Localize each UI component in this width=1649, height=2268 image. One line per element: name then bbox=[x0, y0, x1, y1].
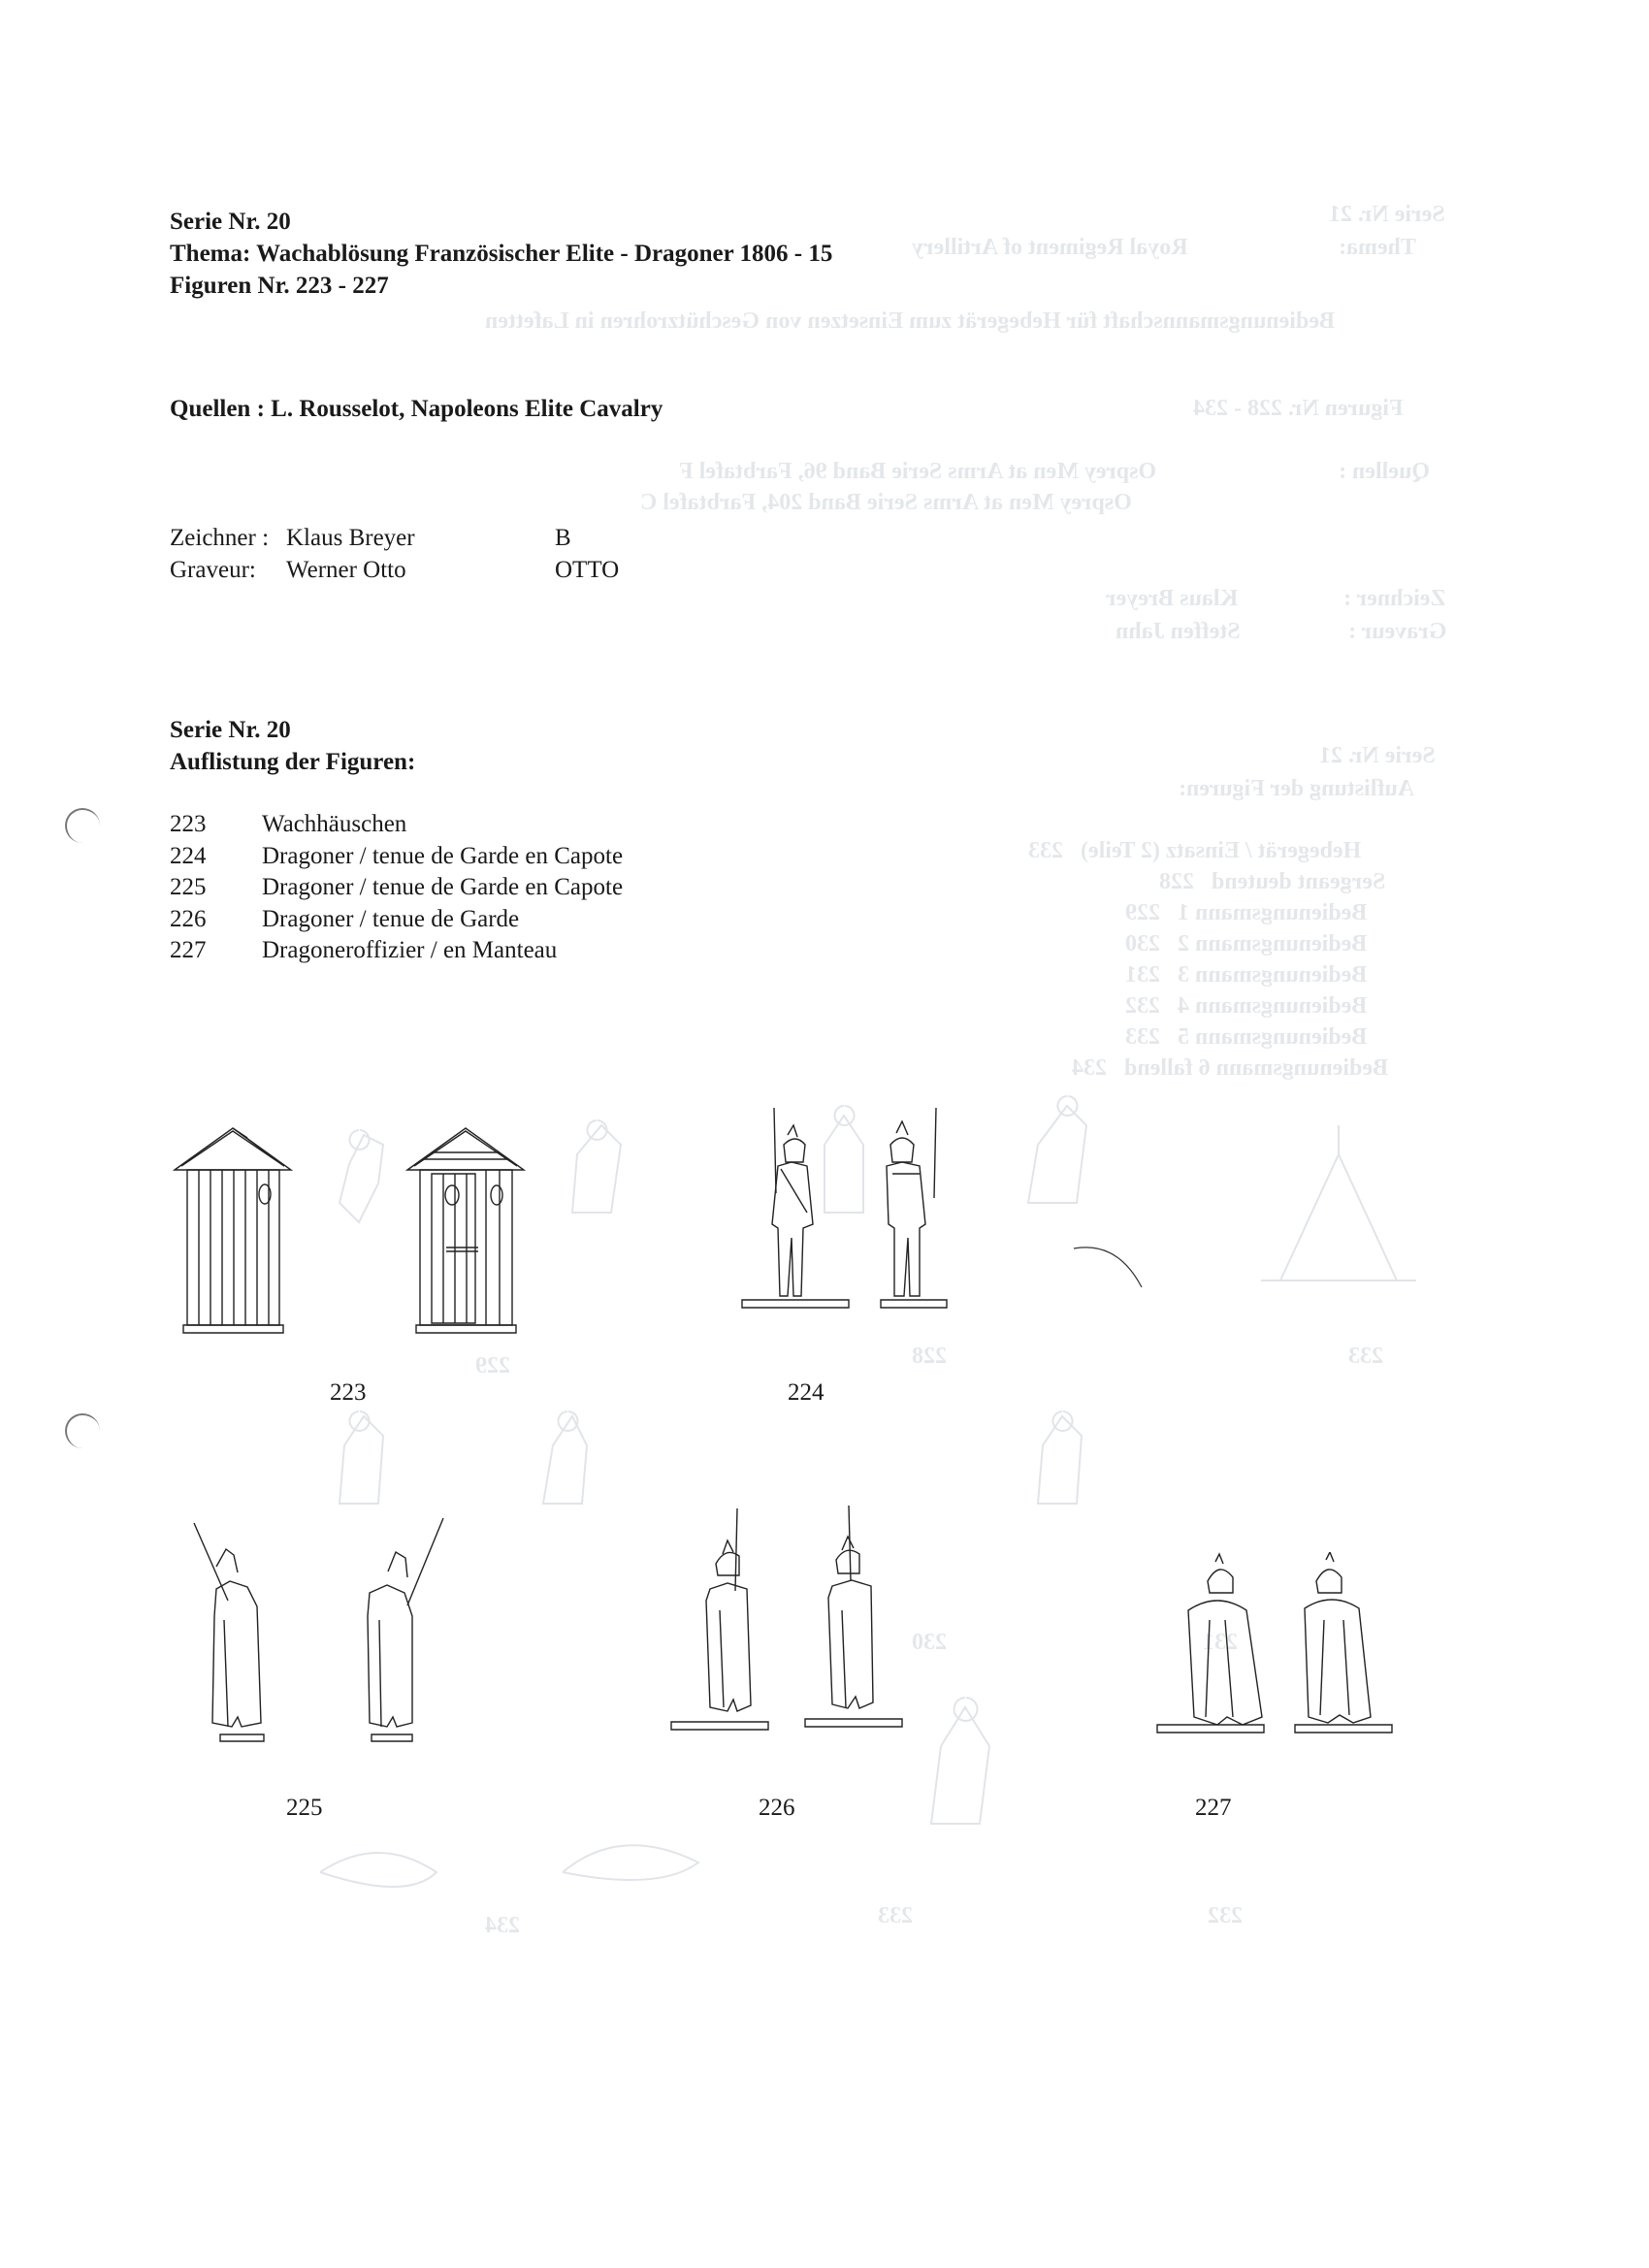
figure-caption-227: 227 bbox=[1195, 1795, 1232, 1821]
bleed-cap-2: 229 bbox=[475, 1353, 510, 1378]
bleed-item-0: Hebegerät / Einsatz (2 Teile) 233 bbox=[1028, 838, 1362, 863]
bleed-cap-5: 232 bbox=[1208, 1903, 1243, 1928]
bleed-cap-0: 233 bbox=[1348, 1344, 1383, 1369]
soldier-figure-drawing-icon bbox=[189, 1513, 456, 1751]
bleed-cap-4: 230 bbox=[912, 1630, 947, 1655]
bleed-serie: Serie Nr. 21 bbox=[1329, 202, 1445, 227]
stray-mark bbox=[1072, 1245, 1149, 1293]
bleed-cap-1: 228 bbox=[912, 1344, 947, 1369]
bleed-graveur: Steffen Jahn bbox=[1116, 619, 1241, 644]
figure-range: Figuren Nr. 223 - 227 bbox=[170, 273, 389, 299]
bleed-cap-7: 234 bbox=[485, 1913, 520, 1938]
credit-name: Werner Otto bbox=[286, 557, 406, 583]
figure-name: Wachhäuschen bbox=[262, 811, 407, 837]
figure-number: 227 bbox=[170, 937, 207, 963]
bleed-list-title: Auflistung der Figuren: bbox=[1179, 776, 1415, 801]
bleed-item-4: Bedienungsmann 3 231 bbox=[1125, 962, 1368, 988]
credit-mark: B bbox=[555, 525, 571, 551]
punch-hole-icon bbox=[65, 1413, 100, 1448]
guard-house-drawing-icon bbox=[170, 1123, 577, 1342]
bleed-zeichner-label: Zeichner : bbox=[1343, 586, 1446, 611]
bleed-item-3: Bedienungsmann 2 230 bbox=[1125, 931, 1368, 956]
bleed-quellen-1: Osprey Men at Arms Serie Band 96, Farbtafel F bbox=[679, 459, 1157, 484]
soldier-figure-drawing-icon bbox=[669, 1504, 912, 1746]
figure-number: 223 bbox=[170, 811, 207, 837]
figure-name: Dragoner / tenue de Garde en Capote bbox=[262, 874, 624, 900]
figure-caption-225: 225 bbox=[286, 1795, 323, 1821]
bleed-item-5: Bedienungsmann 4 232 bbox=[1125, 993, 1368, 1019]
soldier-figure-drawing-icon bbox=[737, 1106, 951, 1324]
bleed-item-1: Sergeant deutend 228 bbox=[1159, 869, 1386, 894]
bleed-figuren: Figuren Nr. 228 - 234 bbox=[1193, 396, 1404, 421]
punch-hole-icon bbox=[65, 808, 100, 843]
list-series-number: Serie Nr. 20 bbox=[170, 717, 291, 743]
figure-number: 225 bbox=[170, 874, 207, 900]
credit-label: Graveur: bbox=[170, 557, 256, 583]
figure-number: 226 bbox=[170, 905, 207, 932]
series-header bbox=[170, 206, 832, 302]
bleed-subtitle: Bedienungsmannschaft für Hebegerät zum Einsetzen von Geschützrohren in Lafetten bbox=[485, 308, 1335, 334]
figure-name: Dragoner / tenue de Garde en Capote bbox=[262, 842, 624, 869]
bleed-quellen-label: Quellen : bbox=[1339, 459, 1430, 484]
figure-caption-226: 226 bbox=[759, 1795, 795, 1821]
bleed-graveur-label: Graveur : bbox=[1348, 619, 1447, 644]
soldier-figure-drawing-icon bbox=[1149, 1552, 1397, 1746]
figure-name: Dragoner / tenue de Garde bbox=[262, 905, 520, 932]
series-number: Serie Nr. 20 bbox=[170, 209, 291, 235]
series-theme: Thema: Wachablösung Französischer Elite - Dragoner 1806 - 15 bbox=[170, 241, 833, 267]
sources-line: Quellen : L. Rousselot, Napoleons Elite Cavalry bbox=[170, 396, 663, 422]
figure-caption-223: 223 bbox=[330, 1379, 367, 1406]
list-title: Auflistung der Figuren: bbox=[170, 749, 416, 775]
bleed-quellen-2: Osprey Men at Arms Serie Band 204, Farbtafel C bbox=[640, 490, 1132, 515]
bleed-zeichner: Klaus Breyer bbox=[1106, 586, 1239, 611]
bleed-item-7: Bedienungsmann 6 fallend 234 bbox=[1072, 1055, 1389, 1081]
figure-name: Dragoneroffizier / en Manteau bbox=[262, 937, 558, 963]
credit-label: Zeichner : bbox=[170, 525, 270, 551]
figure-caption-224: 224 bbox=[788, 1379, 824, 1406]
bleed-thema-label: Thema: bbox=[1339, 235, 1416, 260]
bleed-cap-6: 233 bbox=[878, 1903, 913, 1928]
credit-name: Klaus Breyer bbox=[286, 525, 415, 551]
bleed-cap-3: 231 bbox=[1203, 1630, 1238, 1655]
bleed-thema: Royal Regiment of Artillery bbox=[912, 235, 1188, 260]
bleed-item-2: Bedienungsmann 1 229 bbox=[1125, 900, 1368, 925]
credit-mark: OTTO bbox=[555, 557, 620, 583]
bleed-list-serie: Serie Nr. 21 bbox=[1319, 743, 1436, 768]
figure-list-header bbox=[170, 714, 415, 778]
bleed-item-6: Bedienungsmann 5 233 bbox=[1125, 1024, 1368, 1050]
figure-number: 224 bbox=[170, 842, 207, 869]
